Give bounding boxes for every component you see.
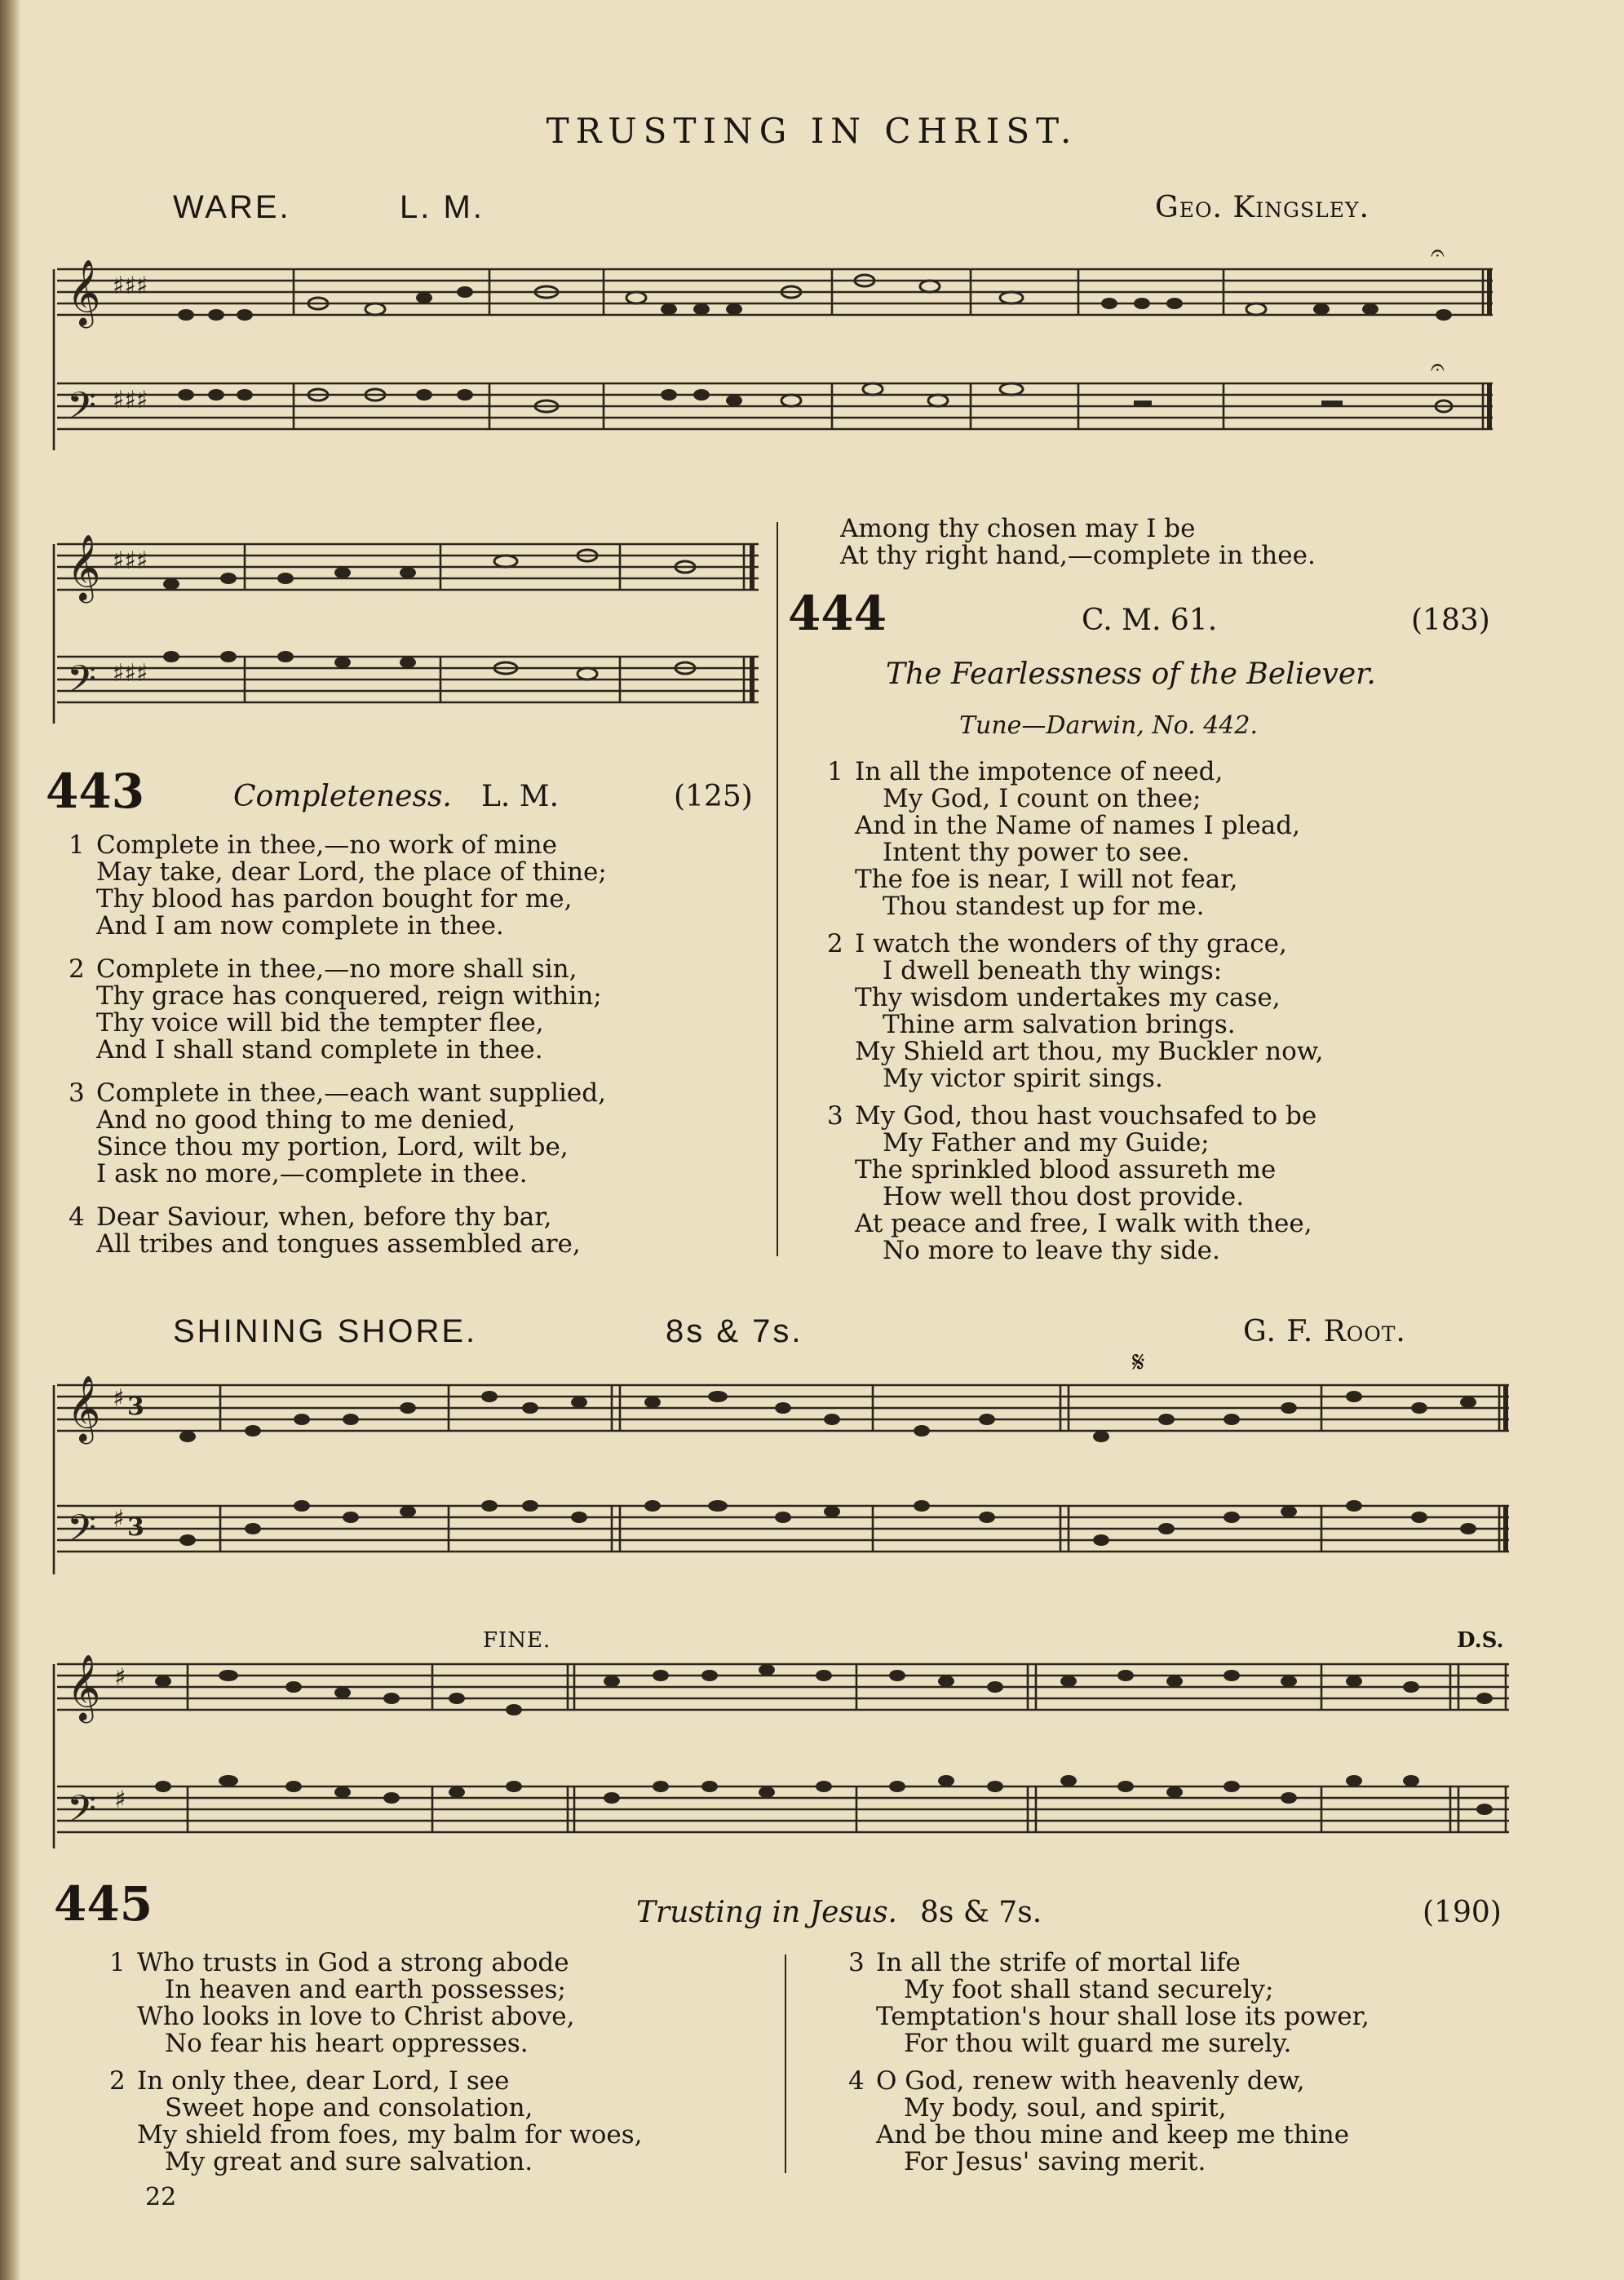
hymn-444-tune: Tune—Darwin, No. 442. — [959, 711, 1259, 740]
column-divider-bottom — [785, 1955, 786, 2173]
score-shining-shore-system-1 — [49, 1370, 1517, 1615]
hymn-444-title: The Fearlessness of the Believer. — [886, 657, 1376, 691]
hymn-443-ref: (125) — [674, 780, 753, 813]
svg-text:♯: ♯ — [114, 1786, 126, 1814]
hymn-444-ref: (183) — [1411, 604, 1490, 637]
stanza: 3 My God, thou hast vouchsafed to be My Father and my Guide; The sprinkled blood assureth me How well thou dost provide. At peace and free, I walk with thee, No more to leave thy side. — [827, 1101, 1317, 1265]
score-ware-system-1 — [49, 245, 1501, 489]
stanza: 2 Complete in thee,—no more shall sin, Thy grace has conquered, reign within; Thy voice will bid the tempter flee, And I shall stand complete in thee. — [69, 954, 602, 1065]
hymn-445-ref: (190) — [1423, 1896, 1502, 1929]
score-shining-shore-system-2 — [49, 1640, 1517, 1876]
svg-text:3: 3 — [127, 1513, 144, 1542]
hymn-445-meter: 8s & 7s. — [920, 1896, 1042, 1929]
svg-text:𝄢: 𝄢 — [67, 657, 97, 711]
score-ware-system-2 — [49, 510, 767, 755]
fine-marker: FINE. — [483, 1628, 551, 1653]
column-divider-top — [777, 522, 778, 1256]
tune-name-shining-shore: SHINING SHORE. — [173, 1313, 478, 1349]
svg-text:𝄞: 𝄞 — [67, 1375, 101, 1441]
svg-text:♯♯♯: ♯♯♯ — [113, 272, 148, 300]
hymn-443-number: 443 — [46, 764, 145, 819]
svg-text:♯: ♯ — [114, 1663, 126, 1692]
stanza: 2 In only thee, dear Lord, I see Sweet hope and consolation, My shield from foes, my balm for woes, My great and sure salvation. — [109, 2066, 643, 2176]
svg-text:♯♯♯: ♯♯♯ — [113, 659, 148, 688]
svg-text:𝄢: 𝄢 — [67, 1787, 97, 1840]
page-binding-edge — [0, 0, 21, 2280]
tune-meter-shining-shore: 8s & 7s. — [666, 1313, 803, 1349]
tune-composer-shining-shore: G. F. Root. — [1243, 1315, 1406, 1348]
hymn-443-verses — [44, 832, 762, 1268]
tune-composer-ware: Geo. Kingsley. — [1155, 191, 1370, 224]
hymn-444-number: 444 — [788, 586, 887, 641]
hymn-443-title: Completeness. — [233, 780, 452, 813]
svg-text:𝄞: 𝄞 — [67, 259, 101, 325]
stanza: 1 Complete in thee,—no work of mine May take, dear Lord, the place of thine; Thy blood has pardon bought for me, And I am now complete in thee. — [69, 830, 607, 941]
svg-text:♯♯♯: ♯♯♯ — [113, 547, 148, 575]
tune-name-ware: WARE. — [173, 189, 291, 225]
stanza: 4 O God, renew with heavenly dew, My body, soul, and spirit, And be thou mine and keep me thine For Jesus' saving merit. — [848, 2066, 1350, 2176]
stanza: 4 Dear Saviour, when, before thy bar, All tribes and tongues assembled are, — [69, 1202, 581, 1259]
hymn-444-meter: C. M. 61. — [1082, 604, 1218, 637]
page-title: TRUSTING IN CHRIST. — [546, 111, 1078, 151]
page-number: 22 — [145, 2183, 177, 2211]
hymn-443-continued: Among thy chosen may I be At thy right hand,—complete in thee. — [840, 514, 1316, 570]
svg-text:♯: ♯ — [113, 1384, 125, 1413]
svg-text:3: 3 — [127, 1392, 144, 1421]
svg-text:♯: ♯ — [113, 1505, 125, 1534]
hymn-445-number: 445 — [54, 1876, 153, 1932]
svg-text:𝄞: 𝄞 — [67, 1654, 101, 1720]
segno-icon: 𝄋 — [1132, 1346, 1145, 1379]
svg-text:𝄞: 𝄞 — [67, 533, 101, 600]
svg-text:♯♯♯: ♯♯♯ — [113, 386, 148, 414]
svg-text:𝄢: 𝄢 — [67, 384, 97, 437]
stanza: 1 Who trusts in God a strong abode In heaven and earth possesses; Who looks in love to Christ above, No fear his heart oppresses. — [109, 1948, 575, 2058]
stanza: 3 In all the strife of mortal life My foot shall stand securely; Temptation's hour shall lose its power, For thou wilt guard me surely. — [848, 1948, 1370, 2058]
hymn-445-verses-right — [824, 1950, 1533, 2186]
svg-text:𝄐: 𝄐 — [1431, 353, 1445, 382]
hymn-445-verses-left — [85, 1950, 778, 2186]
stanza: 3 Complete in thee,—each want supplied, And no good thing to me denied, Since thou my portion, Lord, wilt be, I ask no more,—complete in thee. — [69, 1078, 606, 1189]
svg-text:𝄢: 𝄢 — [67, 1507, 97, 1560]
hymn-445-title: Trusting in Jesus. — [636, 1896, 897, 1929]
tune-meter-ware: L. M. — [400, 189, 485, 225]
stanza: 1 In all the impotence of need, My God, I count on thee; And in the Name of names I plead, Intent thy power to see. The foe is near, I will not fear, Thou standest up for me. — [827, 757, 1300, 921]
svg-text:𝄐: 𝄐 — [1431, 245, 1445, 268]
stanza: 2 I watch the wonders of thy grace, I dwell beneath thy wings: Thy wisdom undertakes my case, Thine arm salvation brings. My Shield art thou, my Buckler now, My victor spirit sings. — [827, 929, 1324, 1093]
hymn-443-meter: L. M. — [481, 780, 560, 813]
ds-marker: D.S. — [1457, 1628, 1504, 1653]
hymn-444-verses — [803, 759, 1520, 1275]
